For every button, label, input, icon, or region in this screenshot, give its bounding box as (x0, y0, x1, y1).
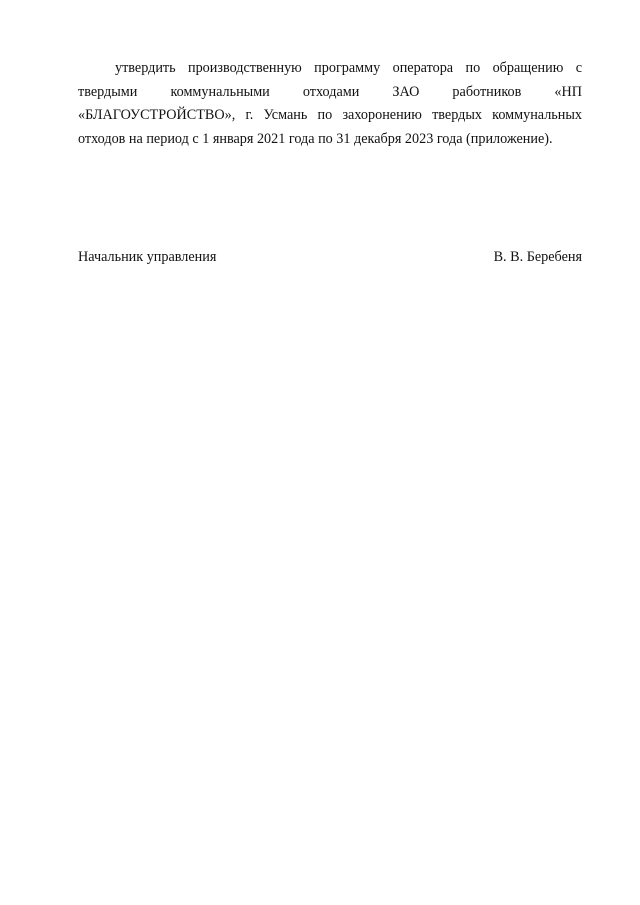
signatory-name: В. В. Беребеня (493, 249, 582, 265)
signatory-position: Начальник управления (78, 249, 217, 265)
signature-block (78, 247, 582, 267)
resolution-paragraph-text: утвердить производственную программу оператора по обращению с твердыми коммунальными отходами ЗАО работников «НП «БЛАГОУСТРОЙСТВО», г. Усмань по захоронению твердых коммунальных отходов на период с 1 января 2021 года по 31 декабря 2023 года (приложение). (78, 60, 582, 147)
resolution-paragraph (78, 57, 582, 151)
